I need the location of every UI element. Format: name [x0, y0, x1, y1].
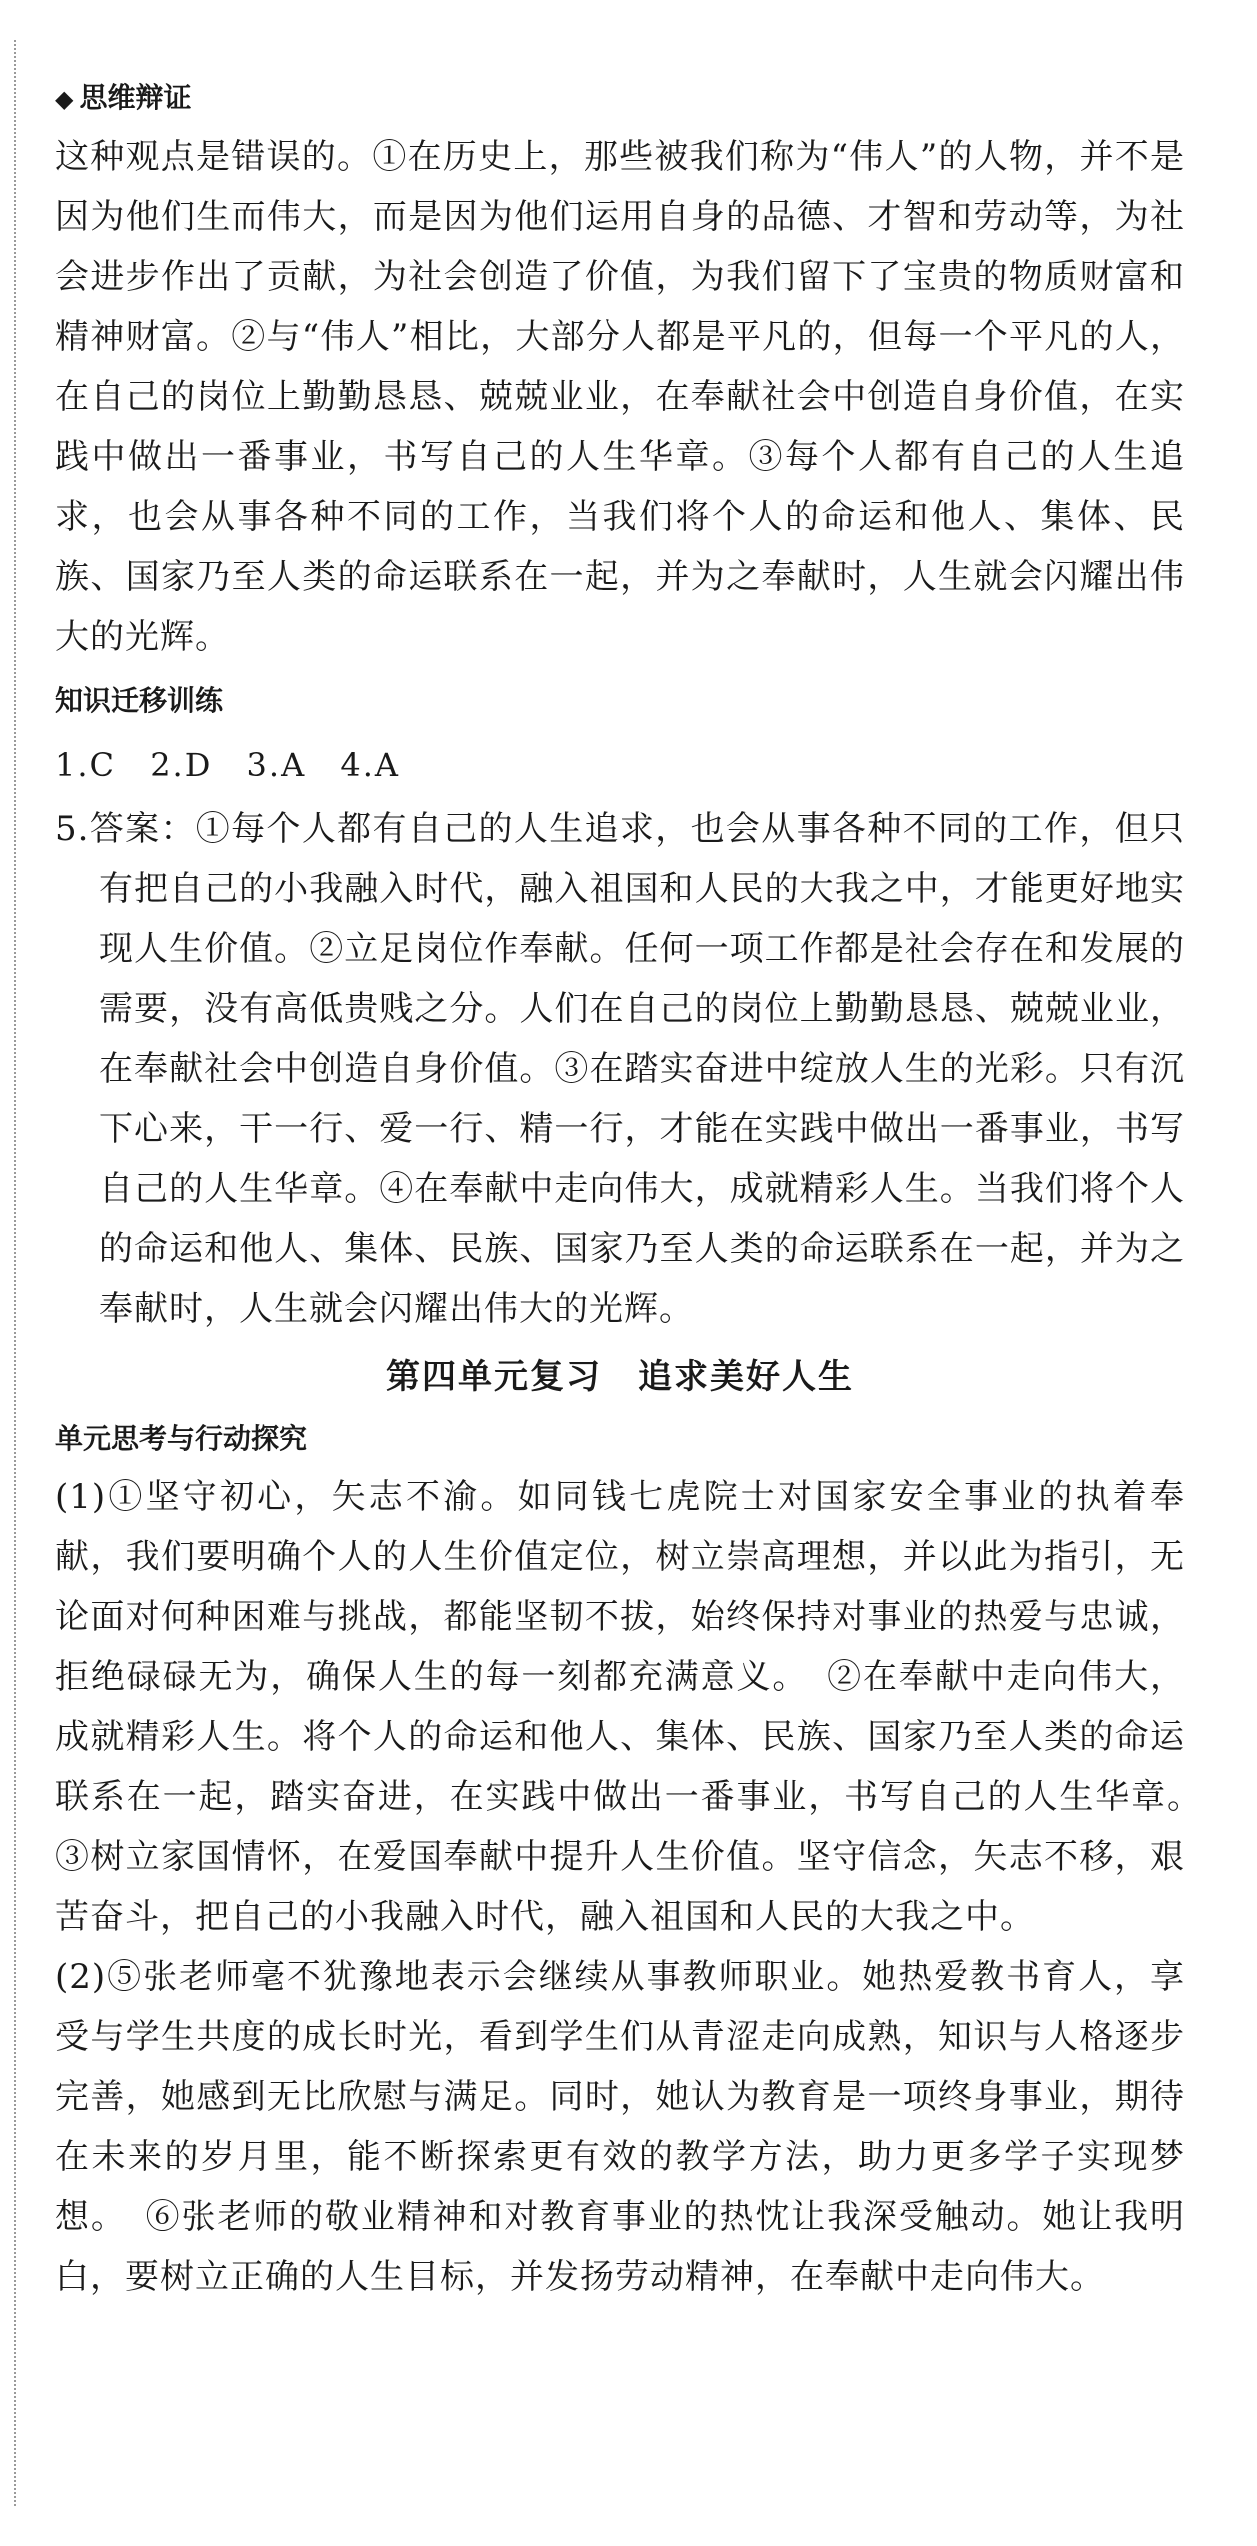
thinking-paragraph: 这种观点是错误的。①在历史上，那些被我们称为“伟人”的人物，并不是因为他们生而伟大，而是因为他们运用自身的品德、才智和劳动等，为社会进步作出了贡献，为社会创造了价值，为我们留下了宝贵的物质财富和精神财富。②与“伟人”相比，大部分人都是平凡的，但每一个平凡的人，在自己的岗位上勤勤恳恳、兢兢业业，在奉献社会中创造自身价值，在实践中做出一番事业，书写自己的人生华章。③每个人都有自己的人生追求，也会从事各种不同的工作，当我们将个人的命运和他人、集体、民族、国家乃至人类的命运联系在一起，并为之奉献时，人生就会闪耀出伟大的光辉。: [55, 137, 1185, 657]
answer-item: 3.A: [246, 746, 307, 784]
answer-item: 2.D: [150, 746, 213, 784]
unit-title: 第四单元复习 追求美好人生: [386, 1357, 854, 1397]
answer-page: [55, 70, 1220, 2307]
unit-answer-1: (1)①坚守初心，矢志不渝。如同钱七虎院士对国家安全事业的执着奉献，我们要明确个人的人生价值定位，树立崇高理想，并以此为指引，无论面对何种困难与挑战，都能坚韧不拔，始终保持对事业的热爱与忠诚，拒绝碌碌无为，确保人生的每一刻都充满意义。 ②在奉献中走向伟大，成就精彩人生。将个人的命运和他人、集体、民族、国家乃至人类的命运联系在一起，踏实奋进，在实践中做出一番事业，书写自己的人生华章。 ③树立家国情怀，在爱国奉献中提升人生价值。坚守信念，矢志不移，艰苦奋斗，把自己的小我融入时代，融入祖国和人民的大我之中。: [55, 1477, 1220, 1937]
answer-item: 1.C: [55, 746, 117, 784]
section-heading-transfer: 知识迁移训练: [55, 684, 224, 717]
diamond-bullet-icon: ◆: [55, 85, 74, 113]
answer-item: 4.A: [340, 746, 400, 784]
section-heading-thinking-text: 思维辩证: [79, 81, 192, 114]
section-heading-unit: 单元思考与行动探究: [55, 1422, 308, 1455]
unit-answer-2: (2)⑤张老师毫不犹豫地表示会继续从事教师职业。她热爱教书育人，享受与学生共度的成长时光，看到学生们从青涩走向成熟，知识与人格逐步完善，她感到无比欣慰与满足。同时，她认为教育是一项终身事业，期待在未来的岁月里，能不断探索更有效的教学方法，助力更多学子实现梦想。 ⑥张老师的敬业精神和对教育事业的热忱让我深受触动。她让我明白，要树立正确的人生目标，并发扬劳动精神，在奉献中走向伟大。: [55, 1957, 1185, 2297]
question5-answer: 5.答案：①每个人都有自己的人生追求，也会从事各种不同的工作，但只有把自己的小我融入时代，融入祖国和人民的大我之中，才能更好地实现人生价值。②立足岗位作奉献。任何一项工作都是社会存在和发展的需要，没有高低贵贱之分。人们在自己的岗位上勤勤恳恳、兢兢业业，在奉献社会中创造自身价值。③在踏实奋进中绽放人生的光彩。只有沉下心来，干一行、爱一行、精一行，才能在实践中做出一番事业，书写自己的人生华章。④在奉献中走向伟大，成就精彩人生。当我们将个人的命运和他人、集体、民族、国家乃至人类的命运联系在一起，并为之奉献时，人生就会闪耀出伟大的光辉。: [55, 809, 1185, 1329]
binding-margin-rule: [14, 40, 16, 2506]
section-heading-thinking: [55, 70, 1185, 127]
choice-answers: [55, 735, 1185, 795]
